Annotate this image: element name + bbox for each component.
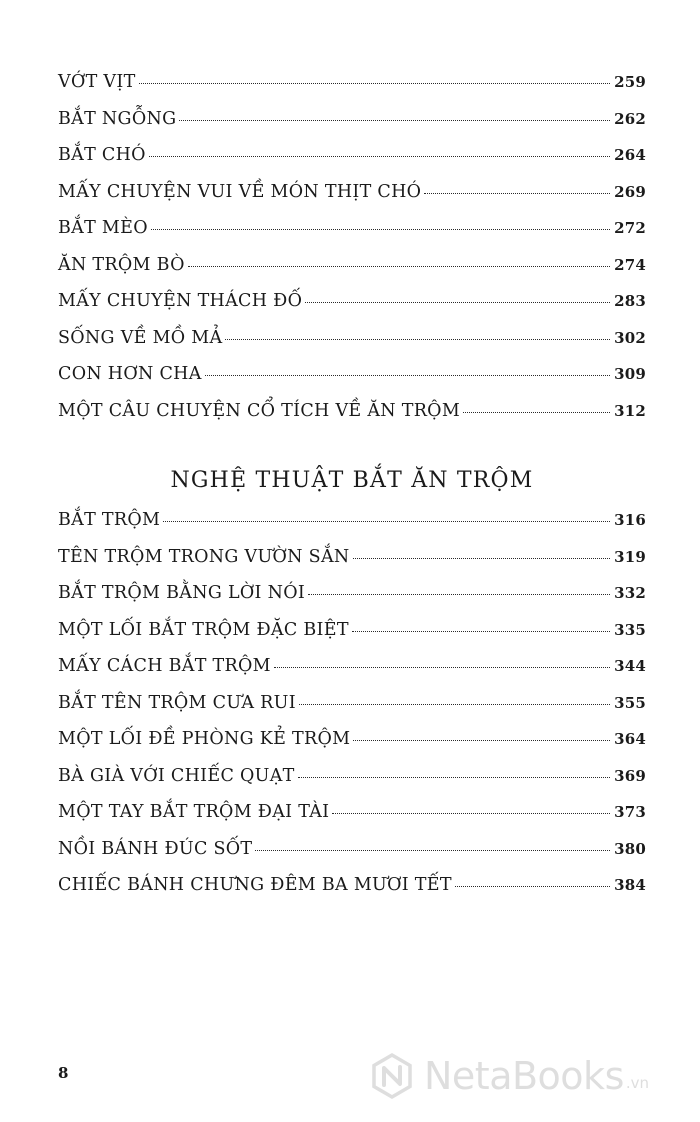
- toc-entry-title: BẮT MÈO: [58, 218, 148, 238]
- toc-entry: [58, 547, 646, 584]
- toc-entry-page: 373: [614, 803, 646, 821]
- dot-leader: [455, 886, 610, 887]
- toc-entry-title: TÊN TRỘM TRONG VƯỜN SẮN: [58, 546, 350, 567]
- page-number: 8: [58, 1064, 69, 1082]
- toc-entry: [58, 839, 646, 876]
- dot-leader: [151, 229, 610, 230]
- toc-entry-title: NỒI BÁNH ĐÚC SỐT: [58, 838, 253, 859]
- dot-leader: [225, 339, 610, 340]
- dot-leader: [299, 704, 610, 705]
- dot-leader: [305, 302, 610, 303]
- toc-entry: [58, 291, 646, 328]
- toc-entry-title: CHIẾC BÁNH CHƯNG ĐÊM BA MƯƠI TẾT: [58, 875, 452, 895]
- toc-entry-page: 344: [614, 657, 646, 675]
- toc-entry-page: 332: [614, 584, 646, 602]
- toc-entry-title: MỘT LỐI ĐỀ PHÒNG KẺ TRỘM: [58, 729, 351, 749]
- dot-leader: [424, 193, 610, 194]
- toc-entry: [58, 401, 646, 438]
- dot-leader: [353, 740, 610, 741]
- toc-entry: [58, 875, 646, 912]
- dot-leader: [298, 777, 610, 778]
- toc-entry-title: MỘT CÂU CHUYỆN CỔ TÍCH VỀ ĂN TRỘM: [58, 400, 461, 421]
- toc-entry-title: BẮT NGỖNG: [58, 108, 177, 129]
- toc-entry-page: 259: [614, 73, 646, 91]
- dot-leader: [353, 558, 611, 559]
- toc-entry-title: BẮT TÊN TRỘM CƯA RUI: [58, 692, 296, 713]
- toc-entry: [58, 72, 646, 109]
- dot-leader: [274, 667, 610, 668]
- toc-entry: [58, 364, 646, 401]
- toc-entry-title: ĂN TRỘM BÒ: [58, 254, 185, 275]
- toc-entry-page: 312: [614, 401, 646, 420]
- toc-entry-page: 309: [614, 365, 646, 383]
- toc-entry-page: 269: [614, 182, 646, 201]
- section-heading: NGHỆ THUẬT BẮT ĂN TRỘM: [170, 468, 534, 493]
- toc-entry: [58, 510, 646, 547]
- toc-entry-title: MẤY CHUYỆN VUI VỀ MÓN THỊT CHÓ: [58, 181, 422, 202]
- toc-entry: [58, 766, 646, 803]
- toc-entry-title: BẮT CHÓ: [58, 145, 146, 165]
- dot-leader: [332, 813, 610, 814]
- toc-entry-page: 384: [614, 876, 646, 894]
- toc-entry-title: BẮT TRỘM: [58, 510, 161, 530]
- toc-entry-title: SỐNG VỀ MỒ MẢ: [58, 327, 223, 348]
- toc-entry: [58, 328, 646, 365]
- netabooks-logo-icon: [368, 1052, 416, 1100]
- watermark-brand: NetaBooks: [424, 1054, 624, 1098]
- toc-entry-title: BẮT TRỘM BẰNG LỜI NÓI: [58, 583, 306, 603]
- toc-entry-page: 369: [614, 766, 646, 785]
- toc-entry-page: 380: [614, 839, 646, 858]
- toc-entry-page: 355: [614, 693, 646, 712]
- toc-entry: [58, 729, 646, 766]
- dot-leader: [255, 850, 610, 851]
- toc-entry: [58, 693, 646, 730]
- dot-leader: [205, 375, 610, 376]
- toc-entry: [58, 109, 646, 146]
- toc-entry: [58, 182, 646, 219]
- toc-entry-page: 274: [614, 255, 646, 274]
- toc-entry-page: 319: [614, 547, 646, 566]
- toc-entry-title: VỚT VỊT: [58, 72, 136, 92]
- toc-entry: [58, 583, 646, 620]
- toc-entry: [58, 802, 646, 839]
- toc-entry-title: BÀ GIÀ VỚI CHIẾC QUẠT: [58, 765, 295, 786]
- toc-entry: [58, 656, 646, 693]
- toc-entry: [58, 620, 646, 657]
- toc-entry-page: 262: [614, 109, 646, 128]
- dot-leader: [188, 266, 610, 267]
- dot-leader: [179, 120, 610, 121]
- toc-entry-title: MỘT TAY BẮT TRỘM ĐẠI TÀI: [58, 802, 330, 822]
- table-of-contents: [58, 72, 646, 912]
- dot-leader: [463, 412, 610, 413]
- watermark-domain: .vn: [625, 1074, 650, 1092]
- toc-entry-title: MẤY CÁCH BẮT TRỘM: [58, 656, 271, 676]
- dot-leader: [308, 594, 610, 595]
- toc-entry-page: 364: [614, 730, 646, 748]
- watermark: [368, 1052, 649, 1100]
- toc-entry-page: 272: [614, 219, 646, 237]
- toc-entry-title: MỘT LỐI BẮT TRỘM ĐẶC BIỆT: [58, 619, 349, 640]
- toc-entry: [58, 255, 646, 292]
- toc-entry-page: 335: [614, 620, 646, 639]
- toc-entry-page: 283: [614, 292, 646, 310]
- dot-leader: [352, 631, 610, 632]
- toc-entry-page: 316: [614, 511, 646, 529]
- toc-entry-title: MẤY CHUYỆN THÁCH ĐỐ: [58, 291, 303, 311]
- dot-leader: [149, 156, 610, 157]
- dot-leader: [163, 521, 610, 522]
- toc-entry-title: CON HƠN CHA: [58, 364, 202, 384]
- dot-leader: [139, 83, 611, 84]
- toc-list-part-1: [58, 72, 646, 437]
- toc-list-part-2: [58, 510, 646, 912]
- toc-entry: [58, 218, 646, 255]
- toc-entry: [58, 145, 646, 182]
- toc-entry-page: 302: [614, 328, 646, 347]
- toc-entry-page: 264: [614, 146, 646, 164]
